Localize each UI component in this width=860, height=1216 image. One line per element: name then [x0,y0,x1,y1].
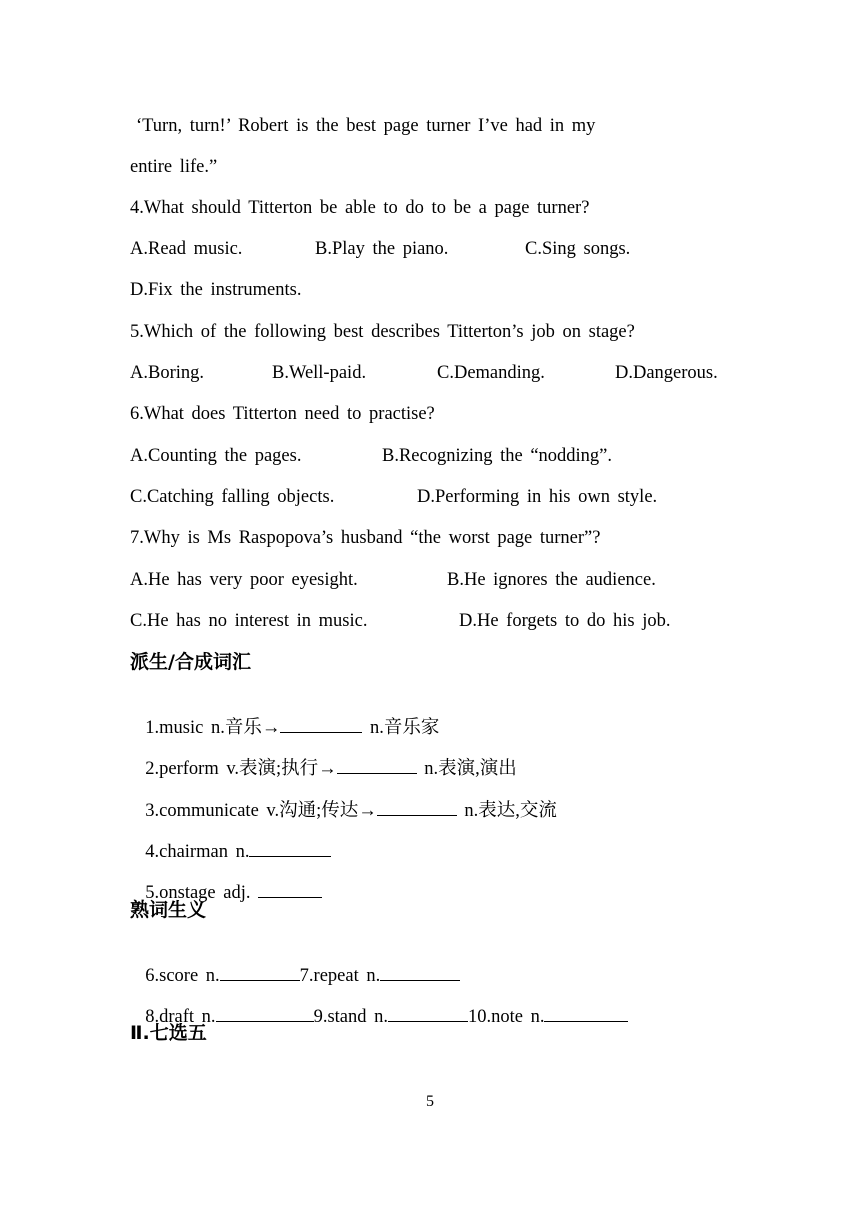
option-a: A.Counting the pages. [130,446,302,466]
vocab-gloss: n.表演,演出 [416,759,517,779]
vocab-prompt: 2.perform v.表演;执行→ [145,759,337,779]
vocab-prompt: 6.score n. [145,966,220,986]
answer-blank[interactable] [216,1004,314,1022]
answer-blank[interactable] [337,756,417,774]
option-c: C.Catching falling objects. [130,487,335,507]
answer-blank[interactable] [280,715,362,733]
option-a: A.Read music. [130,239,243,259]
vocab-prompt: 1.music n.音乐→ [145,718,281,738]
section-heading: Ⅱ.七选五 [130,1022,207,1044]
answer-blank[interactable] [249,839,331,857]
answer-blank[interactable] [258,880,322,898]
passage-line: entire life.” [130,157,218,177]
answer-blank[interactable] [388,1004,468,1022]
question-stem: 7.Why is Ms Raspopova’s husband “the worst page turner”? [130,528,601,548]
option-d: D.Dangerous. [615,363,718,383]
answer-blank[interactable] [380,963,460,981]
vocab-prompt: 5.onstage adj. [145,883,259,903]
question-stem: 6.What does Titterton need to practise? [130,404,435,424]
vocab-prompt: 3.communicate v.沟通;传达→ [145,801,377,821]
option-c: C.Demanding. [437,363,545,383]
option-c: C.Sing songs. [525,239,631,259]
passage-line: ‘Turn, turn!’ Robert is the best page turner I’ve had in my [136,116,596,136]
vocab-gloss: n.表达,交流 [456,801,557,821]
vocab-prompt: 8.draft n. [145,1007,216,1027]
answer-blank[interactable] [377,798,457,816]
option-b: B.Well-paid. [272,363,367,383]
option-b: B.He ignores the audience. [447,570,656,590]
option-b: B.Play the piano. [315,239,449,259]
option-c: C.He has no interest in music. [130,611,368,631]
option-d: D.Fix the instruments. [130,280,302,300]
option-b: B.Recognizing the “nodding”. [382,446,613,466]
option-a: A.He has very poor eyesight. [130,570,358,590]
vocab-prompt: 7.repeat n. [299,966,381,986]
page-number: 5 [426,1093,434,1110]
option-d: D.He forgets to do his job. [459,611,671,631]
vocab-gloss: n.音乐家 [362,718,440,738]
vocab-prompt: 4.chairman n. [145,842,250,862]
question-stem: 5.Which of the following best describes Titterton’s job on stage? [130,322,635,342]
section-heading: 派生/合成词汇 [130,651,251,673]
vocab-prompt: 9.stand n. [313,1007,388,1027]
question-stem: 4.What should Titterton be able to do to be a page turner? [130,198,590,218]
option-d: D.Performing in his own style. [417,487,658,507]
option-a: A.Boring. [130,363,204,383]
answer-blank[interactable] [220,963,300,981]
section-heading: 熟词生义 [130,899,207,921]
vocab-prompt: 10.note n. [468,1007,545,1027]
answer-blank[interactable] [544,1004,628,1022]
